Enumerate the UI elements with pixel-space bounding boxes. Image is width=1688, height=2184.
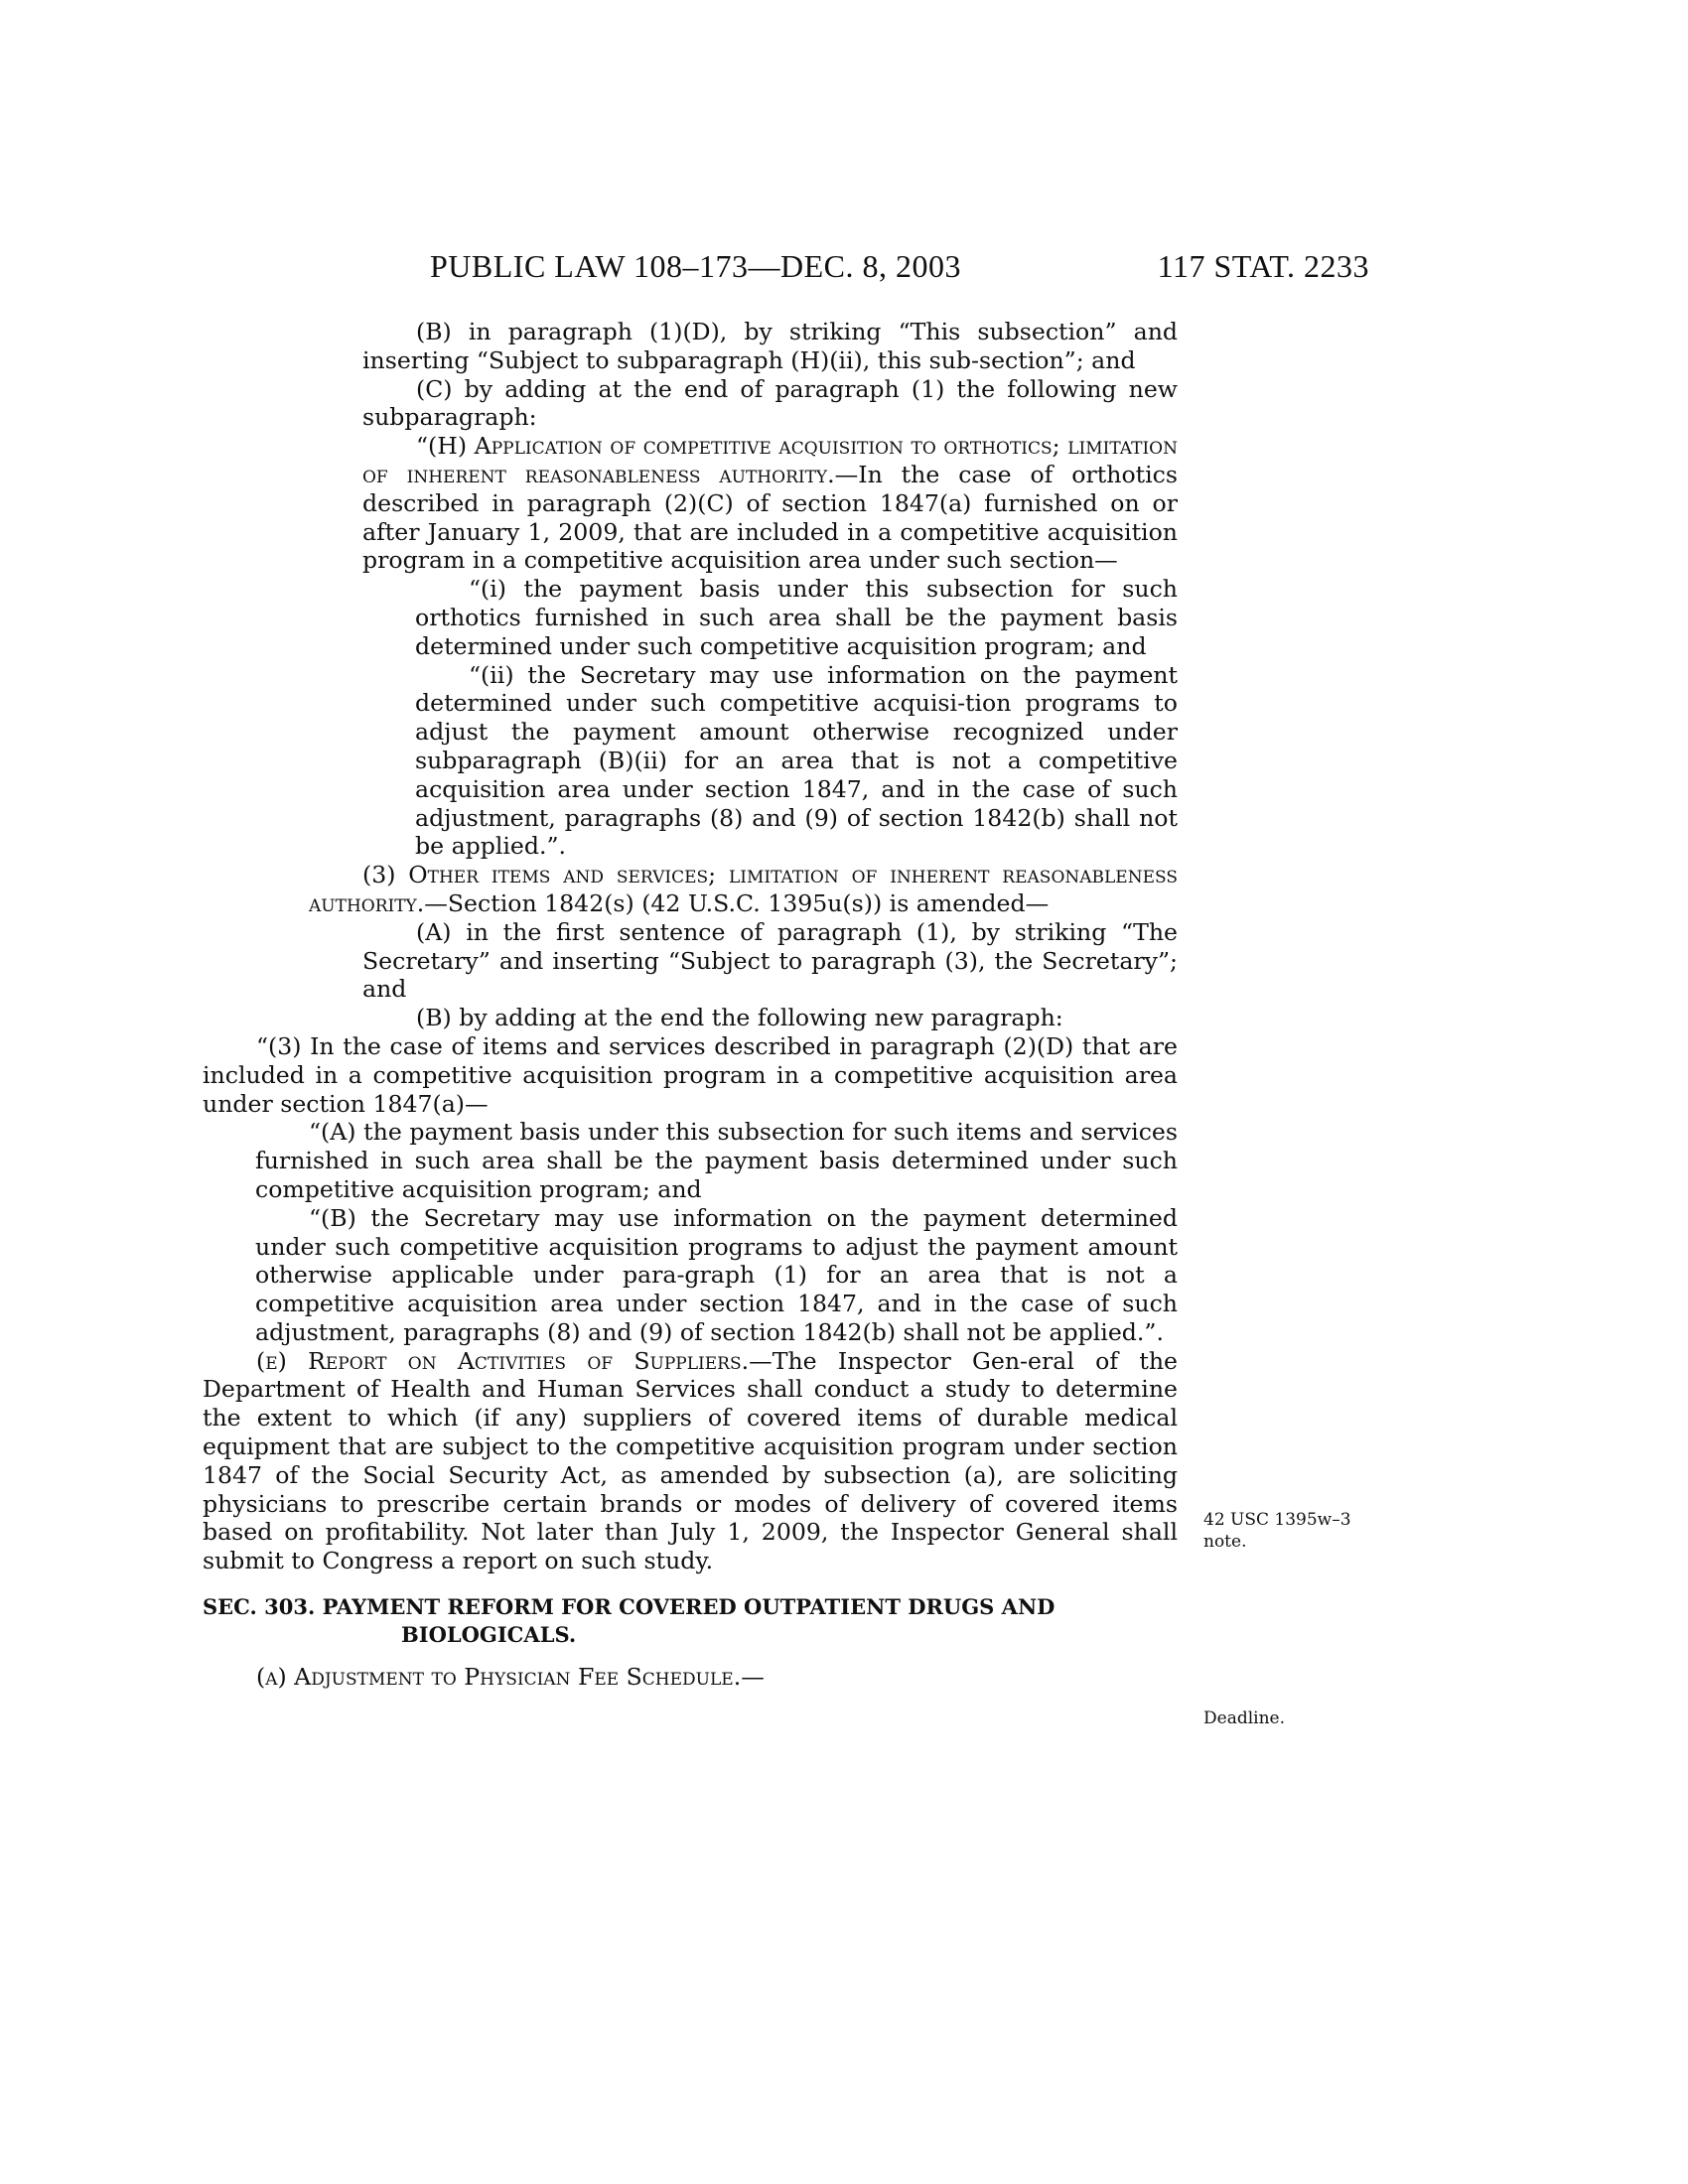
marginal-note-usc-line2: note. <box>1203 1532 1247 1552</box>
paragraph-c-adding: (C) by adding at the end of paragraph (1) the following new subparagraph: <box>362 374 1178 432</box>
marginal-note-usc <box>1203 1509 1351 1553</box>
subparagraph-h-heading: “(H) Application of competitive acquisition to orthotics; limitation of inherent reasonableness authority. <box>362 432 1178 488</box>
section-303-heading: SEC. 303. PAYMENT REFORM FOR COVERED OUTPATIENT DRUGS AND BIOLOGICALS. <box>203 1594 1055 1648</box>
clause-ii: “(ii) the Secretary may use information on the payment determined under such competitive acquisi-tion programs to adjust the payment amount otherwise recognized under subparagraph (B)(ii) for an area that is not a competitive acquisition area under section 1847, and in the case of such adjustment, paragraphs (8) and (9) of section 1842(b) shall not be applied.”. <box>415 660 1178 861</box>
subsection-a-heading <box>203 1663 1178 1692</box>
clause-i: “(i) the payment basis under this subsection for such orthotics furnished in such area shall be the payment basis determined under such competitive acquisition program; and <box>415 575 1178 660</box>
quoted-subparagraph-a: “(A) the payment basis under this subsection for such items and services furnished in such area shall be the payment basis determined under such competitive acquisition program; and <box>255 1118 1178 1203</box>
paragraph-b-striking: (B) in paragraph (1)(D), by striking “This subsection” and inserting “Subject to subparagraph (H)(ii), this sub-section”; and <box>362 318 1178 374</box>
marginal-note-deadline: Deadline. <box>1203 1708 1285 1728</box>
running-header-page-number: 117 STAT. 2233 <box>1157 248 1369 284</box>
paragraph-3-text: —Section 1842(s) (42 U.S.C. 1395u(s)) is amended— <box>424 888 1050 917</box>
subsection-a-heading-text: (a) Adjustment to Physician Fee Schedule.— <box>256 1663 765 1692</box>
quoted-subparagraph-b: “(B) the Secretary may use information on the payment determined under such competitive acquisition programs to adjust the payment amount otherwise applicable under para-graph (1) for an area that is not a competitive acquisition area under section 1847, and in the case of such adjustment, paragraphs (8) and (9) of section 1842(b) shall not be applied.”. <box>255 1203 1178 1346</box>
paragraph-3-heading: (3) Other items and services; limitation of inherent reasonableness authority. <box>309 861 1178 917</box>
subsection-e-report <box>203 1347 1178 1575</box>
paragraph-3-other-items <box>309 861 1178 918</box>
subparagraph-h <box>362 432 1178 575</box>
subsection-e-text: —The Inspector Gen-eral of the Department of Health and Human Services shall conduct a study to determine the extent to which (if any) suppliers of covered items of durable medical equipment that are subject to the competitive acquisition program under section 1847 of the Social Security Act, as amended by subsection (a), are soliciting physicians to prescribe certain brands or modes of delivery of covered items based on profitability. Not later than July 1, 2009, the Inspector General shall submit to Congress a report on such study. <box>203 1346 1179 1575</box>
subsection-e-heading: (e) Report on Activities of Suppliers. <box>256 1346 750 1375</box>
running-header-title: PUBLIC LAW 108–173—DEC. 8, 2003 <box>430 248 962 284</box>
paragraph-b-new-paragraph: (B) by adding at the end the following new paragraph: <box>416 1004 1063 1032</box>
marginal-note-usc-line1: 42 USC 1395w–3 <box>1203 1510 1351 1530</box>
paragraph-a-first-sentence: (A) in the first sentence of paragraph (1), by striking “The Secretary” and inserting “Subject to paragraph (3), the Secretary”; and <box>362 917 1178 1004</box>
quoted-paragraph-3: “(3) In the case of items and services described in paragraph (2)(D) that are included in a competitive acquisition program in a competitive acquisition area under section 1847(a)— <box>203 1031 1178 1118</box>
body-text <box>203 318 1179 1692</box>
subparagraph-h-text: —In the case of orthotics described in paragraph (2)(C) of section 1847(a) furnished on or after January 1, 2009, that are included in a competitive acquisition program in a competitive acquisition area under such section— <box>362 460 1179 575</box>
